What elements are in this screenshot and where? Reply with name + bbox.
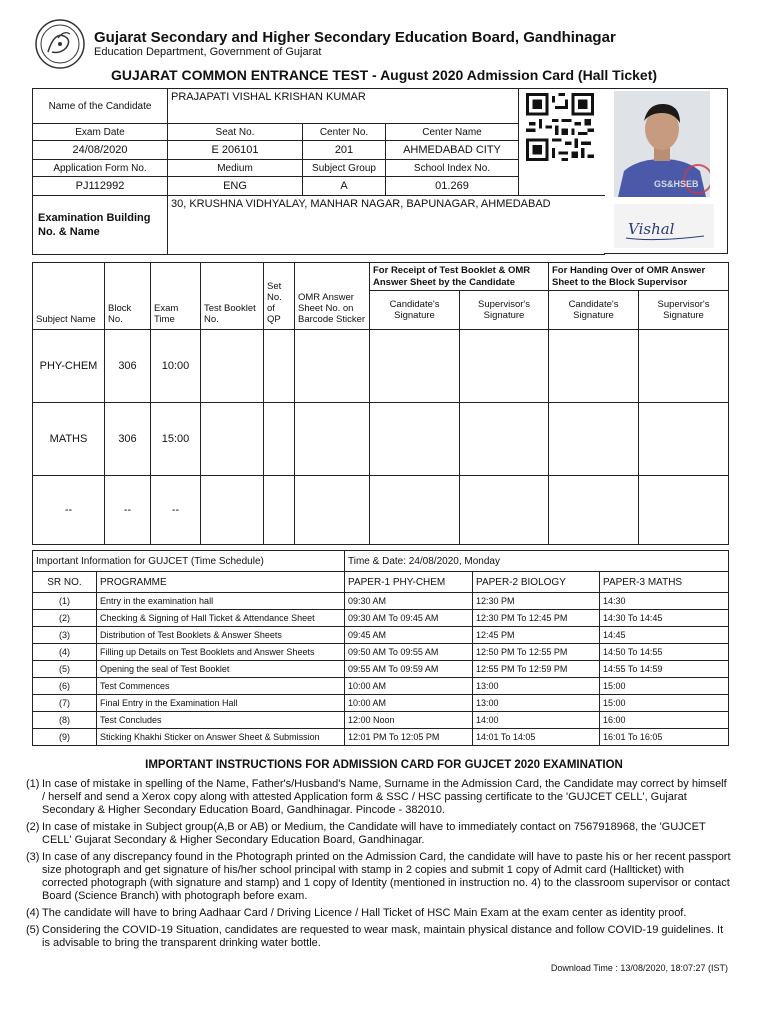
paper3-time: 14:30 — [600, 593, 729, 610]
paper1-time: 09:30 AM — [345, 593, 473, 610]
subject-group-value: A — [303, 177, 386, 196]
paper2-time: 12:30 PM — [473, 593, 600, 610]
candidate-info-table — [32, 88, 605, 255]
seat-no-value: E 206101 — [168, 141, 303, 160]
col-paper3: PAPER-3 MATHS — [600, 572, 729, 593]
subject-group-label: Subject Group — [303, 160, 386, 177]
exam-date-value: 24/08/2020 — [33, 141, 168, 160]
board-logo — [34, 18, 86, 70]
instruction-item — [26, 924, 731, 950]
schedule-row — [33, 695, 729, 712]
app-form-label: Application Form No. — [33, 160, 168, 177]
col-paper1: PAPER-1 PHY-CHEM — [345, 572, 473, 593]
subject-row — [33, 403, 729, 476]
app-form-value: PJ112992 — [33, 177, 168, 196]
programme: Checking & Signing of Hall Ticket & Attendance Sheet — [97, 610, 345, 627]
signature-text: Vishal — [628, 220, 675, 238]
subject-name: -- — [33, 476, 105, 545]
paper2-time: 12:30 PM To 12:45 PM — [473, 610, 600, 627]
paper3-time: 16:01 To 16:05 — [600, 729, 729, 746]
paper1-time: 10:00 AM — [345, 695, 473, 712]
paper2-time: 14:00 — [473, 712, 600, 729]
paper3-time: 14:50 To 14:55 — [600, 644, 729, 661]
paper3-time: 14:30 To 14:45 — [600, 610, 729, 627]
building-value: 30, KRUSHNA VIDHYALAY, MANHAR NAGAR, BAPUNAGAR, AHMEDABAD — [168, 196, 605, 255]
block-no: 306 — [105, 330, 151, 403]
paper1-time: 09:45 AM — [345, 627, 473, 644]
paper2-time: 12:55 PM To 12:59 PM — [473, 661, 600, 678]
school-index-value: 01.269 — [386, 177, 519, 196]
instructions-title: IMPORTANT INSTRUCTIONS FOR ADMISSION CARD FOR GUJCET 2020 EXAMINATION — [145, 759, 623, 771]
instruction-number: (2) — [26, 821, 40, 833]
download-time: Download Time : 13/08/2020, 18:07:27 (IST) — [550, 963, 728, 973]
center-no-label: Center No. — [303, 124, 386, 141]
paper1-time: 12:01 PM To 12:05 PM — [345, 729, 473, 746]
subject-name: PHY-CHEM — [33, 330, 105, 403]
omr-header: OMR Answer Sheet No. on Barcode Sticker — [295, 263, 370, 330]
sr-no: (3) — [33, 627, 97, 644]
instruction-item — [26, 851, 731, 903]
sr-no: (1) — [33, 593, 97, 610]
subject-row — [33, 476, 729, 545]
instruction-text: In case of any discrepancy found in the Photograph printed on the Admission Card, the candidate will have to paste his or her recent passport size photograph and get signature of his/her school principal with stamp in 2 copies and submit 1 copy of Admit card (Hallticket) with corrected photograph (with signature and stamp) and 1 copy of Identity (mentioned in instruction no. 4) to the classroom supervisor or contact Board (Science Branch) with photograph before exam. — [42, 851, 731, 902]
exam-date-label: Exam Date — [33, 124, 168, 141]
schedule-row — [33, 644, 729, 661]
instruction-item — [26, 907, 731, 920]
photo-watermark: GS&HSEB — [654, 179, 699, 189]
programme: Distribution of Test Booklets & Answer Sheets — [97, 627, 345, 644]
handover-candidate-sig-header: Candidate's Signature — [549, 291, 639, 330]
block-no: -- — [105, 476, 151, 545]
board-name: Gujarat Secondary and Higher Secondary Education Board, Gandhinagar — [94, 29, 616, 46]
instruction-text: In case of mistake in Subject group(A,B or AB) or Medium, the Candidate will have to immediately contact on 7567918968, the 'GUJCET CELL' Gujarat Secondary & Higher Secondary Education Board, Gandhinagar. — [42, 821, 706, 846]
instruction-text: Considering the COVID-19 Situation, candidates are requested to wear mask, maintain physical distance and follow COVID-19 guidelines. It is advisable to bring the transparent drinking water bottle. — [42, 924, 724, 949]
paper3-time: 14:45 — [600, 627, 729, 644]
center-no-value: 201 — [303, 141, 386, 160]
receipt-candidate-sig-header: Candidate's Signature — [370, 291, 460, 330]
instruction-item — [26, 821, 731, 847]
paper3-time: 16:00 — [600, 712, 729, 729]
sr-no: (6) — [33, 678, 97, 695]
schedule-row — [33, 593, 729, 610]
schedule-row — [33, 610, 729, 627]
name-label: Name of the Candidate — [33, 89, 168, 124]
block-no: 306 — [105, 403, 151, 476]
test-booklet-header: Test Booklet No. — [201, 263, 264, 330]
paper1-time: 10:00 AM — [345, 678, 473, 695]
sr-no: (5) — [33, 661, 97, 678]
paper3-time: 15:00 — [600, 678, 729, 695]
sr-no: (8) — [33, 712, 97, 729]
subject-table — [32, 262, 729, 545]
sr-no: (9) — [33, 729, 97, 746]
subject-name: MATHS — [33, 403, 105, 476]
instruction-text: The candidate will have to bring Aadhaar Card / Driving Licence / Hall Ticket of HSC Main Exam at the exam center as identity proof. — [42, 907, 687, 919]
paper1-time: 12:00 Noon — [345, 712, 473, 729]
set-no-header: Set No. of QP — [264, 263, 295, 330]
receipt-group-header: For Receipt of Test Booklet & OMR Answer Sheet by the Candidate — [370, 263, 549, 291]
medium-value: ENG — [168, 177, 303, 196]
exam-time: 10:00 — [151, 330, 201, 403]
instruction-text: In case of mistake in spelling of the Name, Father's/Husband's Name, Surname in the Admission Card, the Candidate may correct by himself / herself and send a Xerox copy along with attested Application form & SSC / HSC passing certificate to the 'GUJCET CELL', Gujarat Secondary & Higher Secondary Education Board, Gandhinagar. Pincode - 382010. — [42, 778, 727, 816]
candidate-name: PRAJAPATI VISHAL KRISHAN KUMAR — [168, 89, 519, 124]
medium-label: Medium — [168, 160, 303, 177]
exam-time-header: Exam Time — [151, 263, 201, 330]
exam-time: 15:00 — [151, 403, 201, 476]
paper2-time: 12:45 PM — [473, 627, 600, 644]
department-name: Education Department, Government of Gujarat — [94, 46, 322, 58]
school-index-label: School Index No. — [386, 160, 519, 177]
schedule-table — [32, 550, 729, 746]
sr-no: (7) — [33, 695, 97, 712]
schedule-row — [33, 729, 729, 746]
block-header: Block No. — [105, 263, 151, 330]
handover-group-header: For Handing Over of OMR Answer Sheet to the Block Supervisor — [549, 263, 729, 291]
document-title: GUJARAT COMMON ENTRANCE TEST - August 2020 Admission Card (Hall Ticket) — [110, 67, 658, 83]
paper1-time: 09:30 AM To 09:45 AM — [345, 610, 473, 627]
programme: Filling up Details on Test Booklets and Answer Sheets — [97, 644, 345, 661]
paper1-time: 09:50 AM To 09:55 AM — [345, 644, 473, 661]
col-programme: PROGRAMME — [97, 572, 345, 593]
instructions-list — [26, 778, 731, 954]
instruction-number: (1) — [26, 778, 40, 790]
candidate-photo — [614, 91, 710, 197]
receipt-supervisor-sig-header: Supervisor's Signature — [460, 291, 549, 330]
qr-code — [524, 93, 596, 161]
col-paper2: PAPER-2 BIOLOGY — [473, 572, 600, 593]
seat-no-label: Seat No. — [168, 124, 303, 141]
programme: Final Entry in the Examination Hall — [97, 695, 345, 712]
paper2-time: 13:00 — [473, 695, 600, 712]
paper2-time: 12:50 PM To 12:55 PM — [473, 644, 600, 661]
exam-time: -- — [151, 476, 201, 545]
subject-row — [33, 330, 729, 403]
paper3-time: 14:55 To 14:59 — [600, 661, 729, 678]
instruction-number: (5) — [26, 924, 40, 936]
paper2-time: 14:01 To 14:05 — [473, 729, 600, 746]
center-name-value: AHMEDABAD CITY — [386, 141, 519, 160]
instruction-number: (4) — [26, 907, 40, 919]
instruction-number: (3) — [26, 851, 40, 863]
paper1-time: 09:55 AM To 09:59 AM — [345, 661, 473, 678]
schedule-row — [33, 678, 729, 695]
handover-supervisor-sig-header: Supervisor's Signature — [639, 291, 729, 330]
col-sr: SR NO. — [33, 572, 97, 593]
instruction-item — [26, 778, 731, 817]
time-date: Time & Date: 24/08/2020, Monday — [345, 551, 729, 572]
building-label: Examination Building No. & Name — [33, 196, 168, 255]
programme: Opening the seal of Test Booklet — [97, 661, 345, 678]
schedule-row — [33, 627, 729, 644]
info-label: Important Information for GUJCET (Time Schedule) — [33, 551, 345, 572]
programme: Test Commences — [97, 678, 345, 695]
paper3-time: 15:00 — [600, 695, 729, 712]
candidate-signature — [614, 204, 714, 248]
sr-no: (4) — [33, 644, 97, 661]
schedule-row — [33, 712, 729, 729]
schedule-row — [33, 661, 729, 678]
sr-no: (2) — [33, 610, 97, 627]
paper2-time: 13:00 — [473, 678, 600, 695]
programme: Test Concludes — [97, 712, 345, 729]
programme: Entry in the examination hall — [97, 593, 345, 610]
center-name-label: Center Name — [386, 124, 519, 141]
subject-header: Subject Name — [33, 263, 105, 330]
programme: Sticking Khakhi Sticker on Answer Sheet & Submission — [97, 729, 345, 746]
